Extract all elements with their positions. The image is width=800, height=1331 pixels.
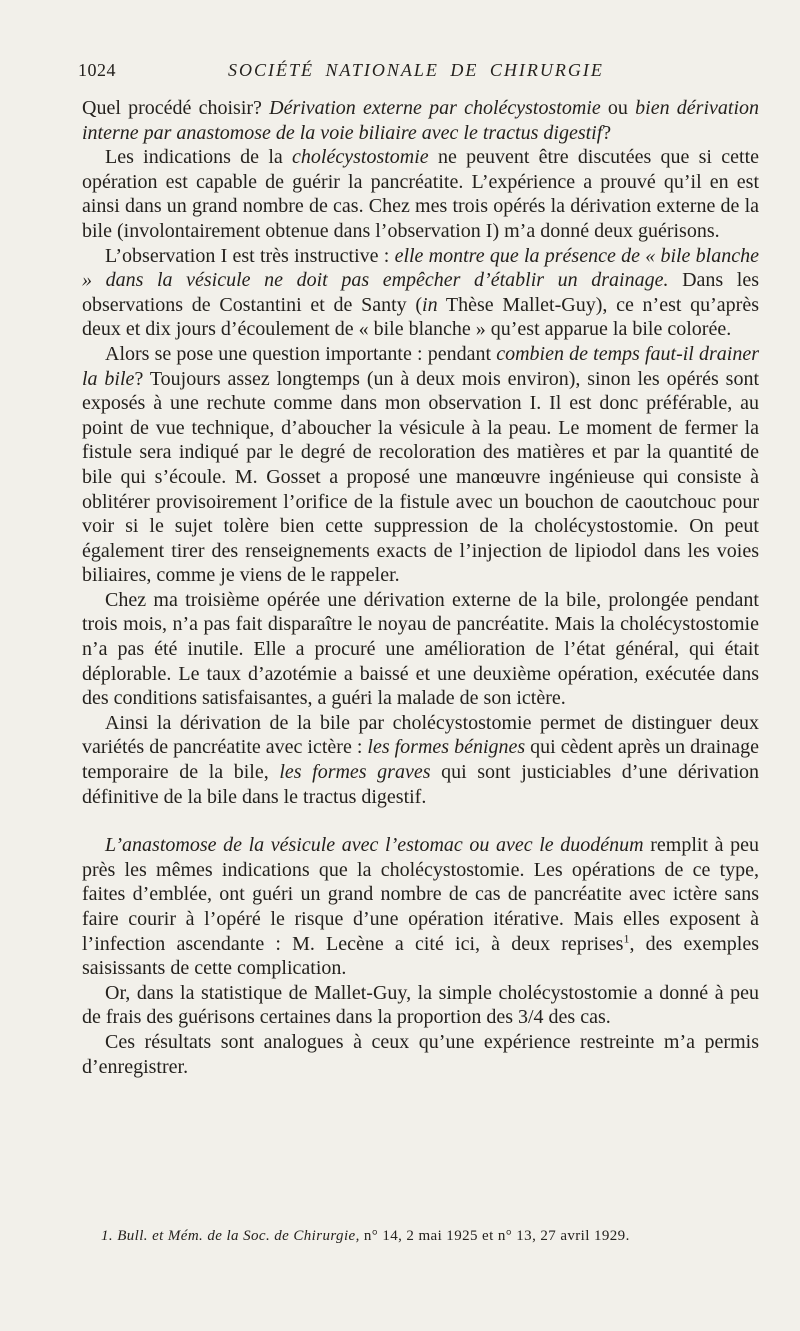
paragraph-text: ? [602, 121, 612, 144]
footnote-citation: 1. Bull. et Mém. de la Soc. de Chirurgie, [101, 1228, 360, 1244]
italic-emphasis: les formes bénignes [367, 736, 526, 759]
footnote-dates: n° 14, 2 mai 1925 et n° 13, 27 avril 1929. [359, 1228, 630, 1244]
article-body [82, 96, 759, 1079]
page-number: 1024 [78, 60, 116, 80]
paragraph-text: Thèse Mallet-Guy), ce n’est qu’après deux et dix jours d’écoulement de « bile blanche » qu’est apparue la bile colorée. [82, 293, 759, 341]
paragraph-text: ou [600, 97, 636, 119]
paragraph-cholecystostomy-indications [82, 145, 759, 243]
paragraph-text: Chez ma troisième opérée une dérivation externe de la bile, prolongée pendant trois mois, n’a pas fait disparaître le noyau de pancréatite. Mais la cholécystostomie n’a pas été inutile. Elle a procuré une amélioration de l’état général, qui était déplorable. Le taux d’azotémie a baissé et une deuxième opération, exécutée dans des conditions satisfaisantes, a guéri la malade de son ictère. [82, 588, 759, 710]
paragraph-text: remplit à peu près les mêmes indications que la cholécystostomie. Les opérations de ce type, faites d’emblée, ont guéri un grand nombre de cas de pancréatite avec ictère sans faire courir à l’opéré le risque d’une opération itérative. Mais elles exposent à l’infection ascendante : M. Lecène a cité ici, à deux reprises [82, 834, 759, 955]
paragraph-text: Les indications de la [105, 146, 293, 169]
paragraph-results [82, 1030, 759, 1079]
paragraph-anastomosis [82, 833, 759, 981]
paragraph-text: , des exemples saisissants de cette complication. [82, 932, 759, 980]
paragraph-third-patient [82, 588, 759, 711]
paragraph-text: ? Toujours assez longtemps (un à deux mois environ), sinon les opérés sont exposés à une rechute comme dans mon observation I. Il est donc préférable, au point de vue technique, d’aboucher la vésicule à la peau. Le moment de fermer la fistule sera indiqué par le degré de recoloration des matières et par la quantité de bile qui s’écoule. M. Gosset a proposé une manœuvre ingénieuse qui consiste à oblitérer provisoirement l’orifice de la fistule avec un bouchon de caoutchouc pour voir si le sujet tolère bien cette suppression de la cholécystostomie. On peut également tirer des renseignements exacts de l’injection de lipiodol dans les voies biliaires, comme je viens de le rappeler. [82, 367, 760, 587]
paragraph-text: qui cèdent après un drainage temporaire de la bile, [82, 736, 759, 784]
paragraph-text: Ainsi la dérivation de la bile par cholécystostomie permet de distinguer deux variétés de pancréatite avec ictère : [82, 711, 759, 759]
paragraph-text: Quel procédé choisir? [82, 97, 270, 119]
italic-emphasis: combien de temps faut-il drainer la bile [82, 342, 759, 390]
journal-title: SOCIÉTÉ NATIONALE DE CHIRURGIE [228, 60, 604, 80]
running-header [78, 56, 759, 84]
italic-emphasis: bien dérivation interne par anastomose de la voie biliaire avec le tractus digestif [82, 97, 759, 144]
paragraph-text: Or, dans la statistique de Mallet-Guy, la simple cholécystostomie a donné à peu de frais des guérisons certaines dans la proportion des 3/4 des cas. [82, 981, 759, 1029]
paragraph-text: ne peuvent être discutées que si cette opération est capable de guérir la pancréatite. L’expérience a prouvé qu’il en est ainsi dans un grand nombre de cas. Chez mes trois opérés la dérivation externe de la bile (involontairement obtenue dans l’observation I) m’a donné deux guérisons. [82, 146, 760, 242]
italic-emphasis: les formes graves [279, 761, 431, 784]
paragraph-pancreatitis-varieties [82, 711, 759, 809]
italic-emphasis: in [422, 293, 438, 316]
paragraph-procedure-choice [82, 96, 759, 145]
paragraph-text: Ces résultats sont analogues à ceux qu’une expérience restreinte m’a permis d’enregistrer. [82, 1030, 759, 1078]
italic-emphasis: L’anastomose de la vésicule avec l’estomac ou avec le duodénum [105, 834, 644, 857]
paragraph-observation-one [82, 244, 759, 342]
paragraph-text: L’observation I est très instructive : [105, 244, 395, 267]
italic-emphasis: Dérivation externe par cholécystostomie [269, 97, 601, 119]
italic-emphasis: elle montre que la présence de « bile blanche » dans la vésicule ne doit pas empêcher d’établir un drainage. [82, 244, 759, 292]
italic-emphasis: cholécystostomie [292, 146, 429, 169]
paragraph-text: Dans les observations de Costantini et de Santy ( [82, 269, 759, 316]
footnote-reference: 1 [623, 930, 630, 945]
footnote [101, 1225, 759, 1247]
paragraph-text: Alors se pose une question importante : pendant [105, 342, 497, 365]
paragraph-text: qui sont justiciables d’une dérivation définitive de la bile dans le tractus digestif. [82, 761, 760, 808]
paragraph-drainage-duration [82, 342, 759, 588]
paragraph-mallet-guy-statistics [82, 981, 759, 1030]
